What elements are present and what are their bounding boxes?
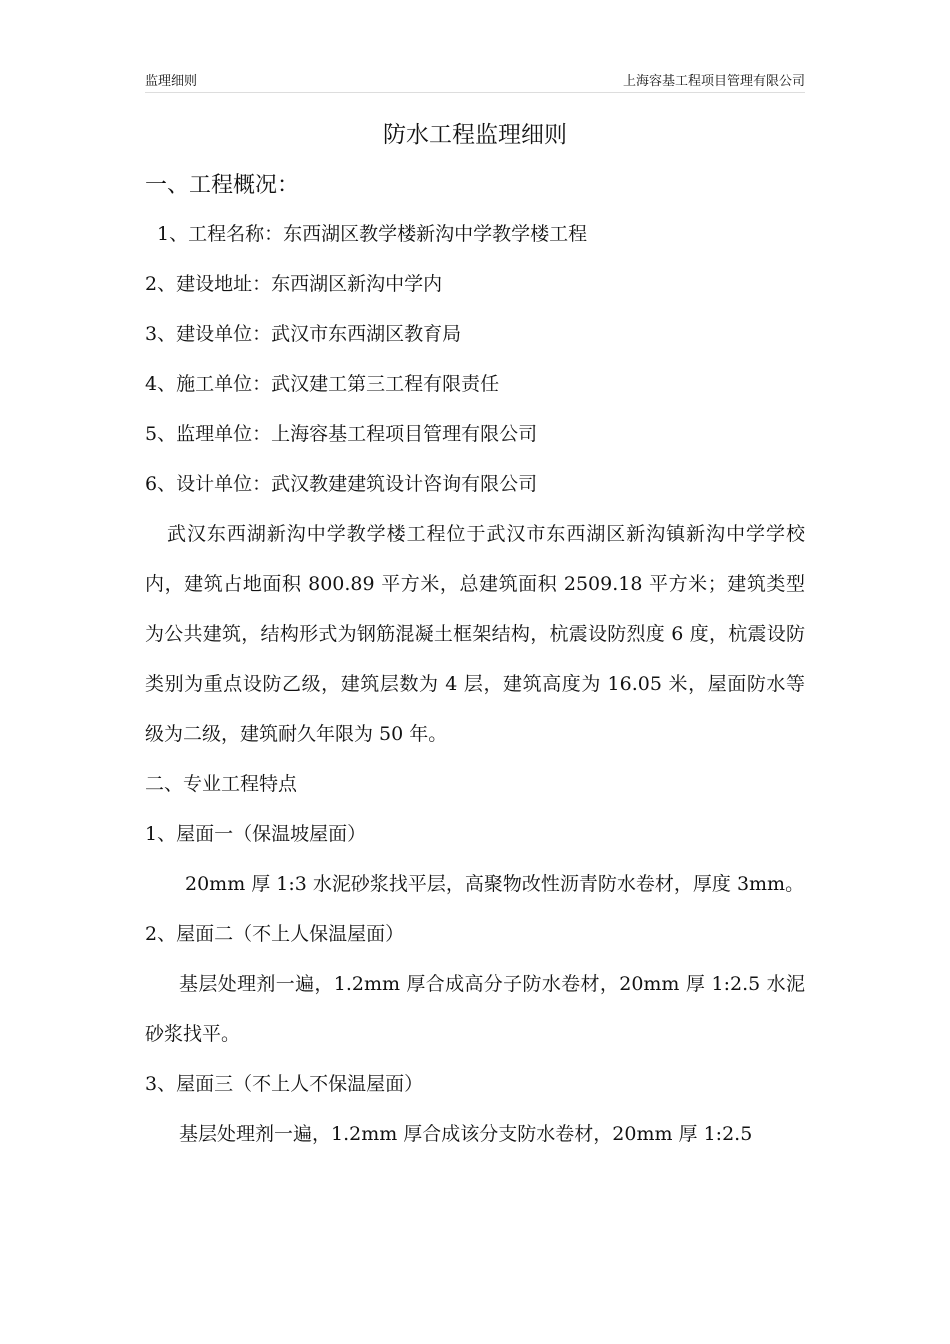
overview-paragraph: 武汉东西湖新沟中学教学楼工程位于武汉市东西湖区新沟镇新沟中学学校内，建筑占地面积 800.89 平方米，总建筑面积 2509.18 平方米；建筑类型为公共建筑，结构形式为钢筋混凝土框架结构，杭震设防烈度 6 度，杭震设防类别为重点设防乙级，建筑层数为 4 层，建筑高度为 16.05 米，屋面防水等级为二级，建筑耐久年限为 50 年。	[145, 523, 805, 745]
section-heading-overview: 一、工程概况：	[145, 173, 300, 198]
roof3-title: 3、屋面三（不上人不保温屋面）	[145, 1073, 424, 1095]
header-doc-type: 监理细则	[145, 74, 198, 89]
header-divider	[145, 92, 805, 93]
header-company: 上海容基工程项目管理有限公司	[622, 74, 805, 89]
owner-unit-line: 3、建设单位：武汉市东西湖区教育局	[145, 323, 462, 345]
page-header	[145, 70, 805, 92]
document-title: 防水工程监理细则	[383, 122, 567, 148]
section-heading-features: 二、专业工程特点	[145, 773, 298, 795]
project-address-line: 2、建设地址：东西湖区新沟中学内	[145, 273, 443, 295]
document-body	[145, 115, 805, 1159]
roof1-title: 1、屋面一（保温坡屋面）	[145, 823, 367, 845]
designer-line: 6、设计单位：武汉教建建筑设计咨询有限公司	[145, 473, 538, 495]
roof3-description: 基层处理剂一遍，1.2mm 厚合成该分支防水卷材，20mm 厚 1:2.5	[179, 1123, 753, 1145]
project-name-line: 1、工程名称：东西湖区教学楼新沟中学教学楼工程	[157, 223, 588, 245]
roof2-description: 基层处理剂一遍，1.2mm 厚合成高分子防水卷材，20mm 厚 1:2.5 水泥砂浆找平。	[145, 973, 805, 1045]
contractor-line: 4、施工单位：武汉建工第三工程有限责任	[145, 373, 500, 395]
supervisor-line: 5、监理单位：上海容基工程项目管理有限公司	[145, 423, 538, 445]
roof2-title: 2、屋面二（不上人保温屋面）	[145, 923, 405, 945]
roof1-description: 20mm 厚 1:3 水泥砂浆找平层，高聚物改性沥青防水卷材，厚度 3mm。	[185, 873, 805, 895]
